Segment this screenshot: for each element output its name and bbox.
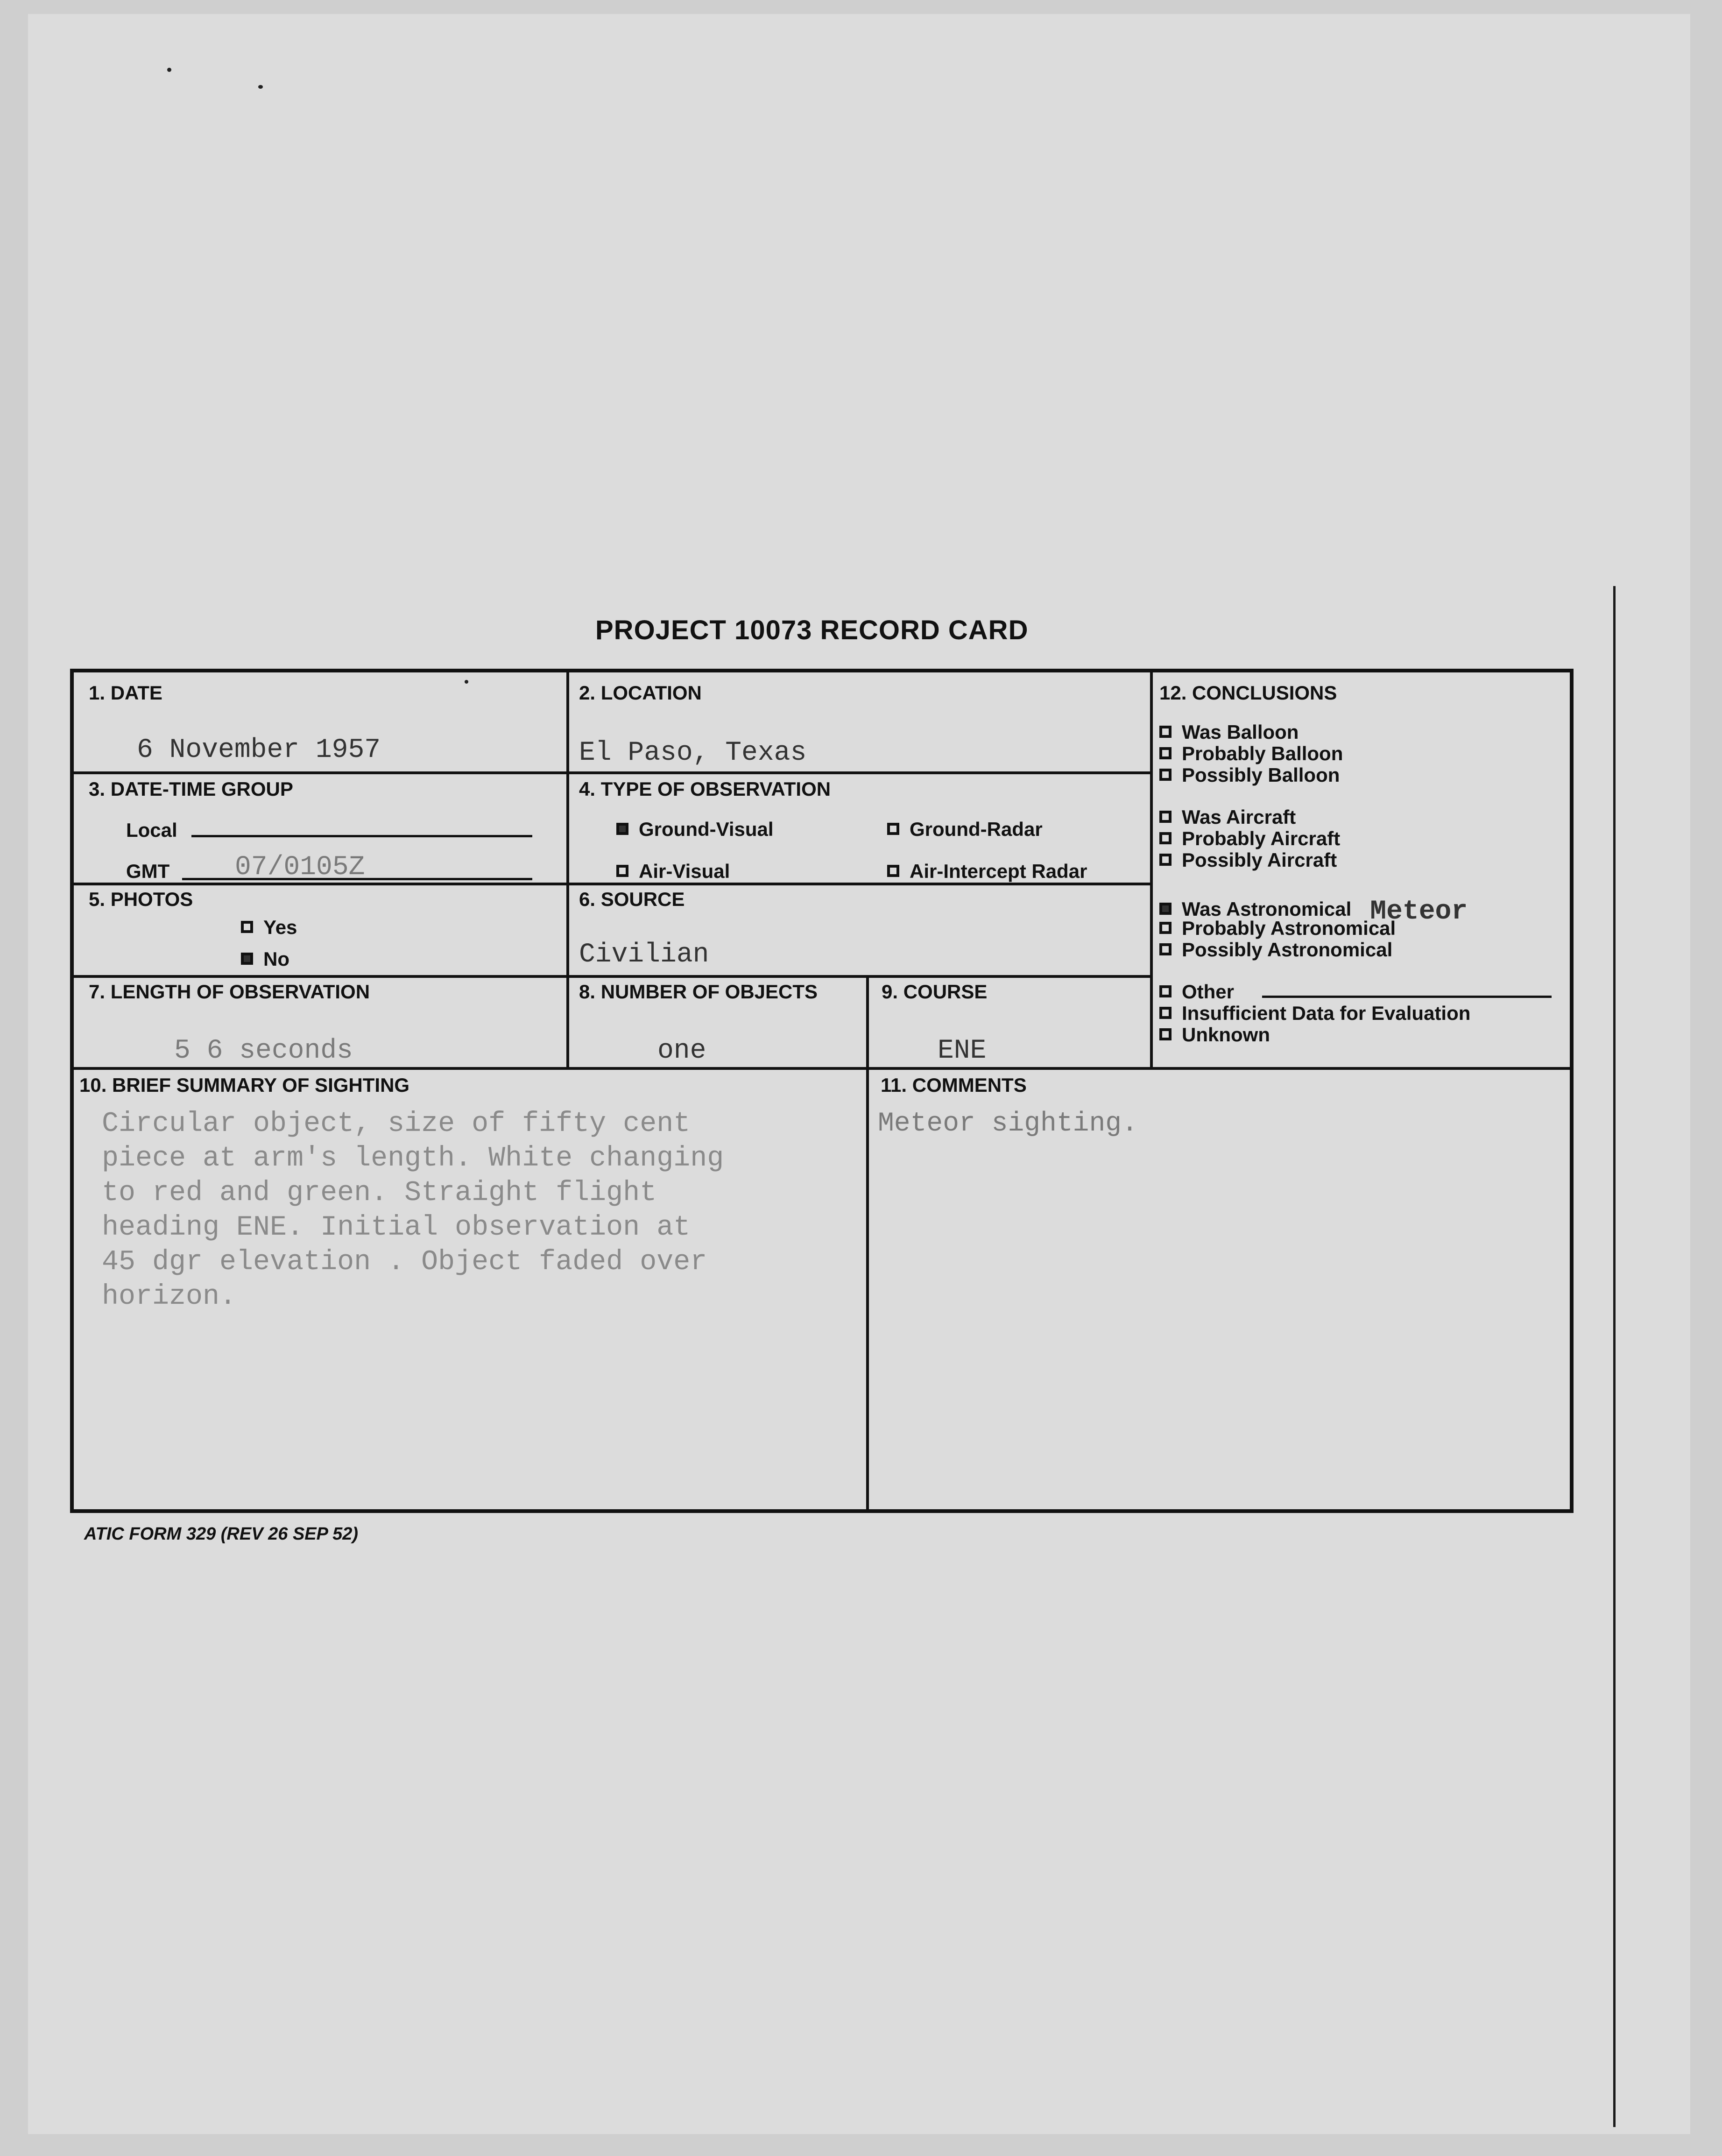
comments-value: Meteor sighting. [878,1109,1138,1139]
option-label: Was Astronomical [1182,898,1352,920]
option-label: Possibly Astronomical [1182,939,1393,961]
summary-line: 45 dgr elevation . Object faded over [102,1246,707,1278]
summary-line: heading ENE. Initial observation at [102,1212,691,1244]
summary-text [102,1107,724,1314]
checkbox[interactable] [1159,854,1172,866]
divider [74,975,1150,978]
length-label: 7. LENGTH OF OBSERVATION [89,981,370,1003]
divider [74,1067,1574,1070]
checkbox-checked[interactable] [616,823,628,835]
divider [866,975,869,1513]
conclusion-option[interactable] [1159,806,1296,828]
observation-option[interactable] [887,860,1087,883]
checkbox[interactable] [1159,1028,1172,1040]
option-label: Ground-Visual [639,818,774,840]
conclusion-annotation: Meteor [1370,897,1468,927]
conclusion-option[interactable] [1159,827,1340,850]
record-card [70,669,1574,1513]
conclusion-option[interactable] [1159,1002,1470,1025]
checkbox-checked[interactable] [241,953,253,965]
option-label: Insufficient Data for Evaluation [1182,1002,1471,1024]
observation-option[interactable] [616,860,730,883]
course-label: 9. COURSE [882,981,988,1003]
observation-option[interactable] [887,818,1043,841]
observation-option[interactable] [616,818,774,841]
option-label: No [263,948,289,970]
card-title: PROJECT 10073 RECORD CARD [595,615,1029,645]
scan-edge-line [1613,586,1616,2127]
form-number: ATIC FORM 329 (REV 26 SEP 52) [84,1524,359,1544]
conclusion-option[interactable] [1159,764,1340,786]
conclusion-option[interactable] [1159,721,1299,743]
type-of-observation-label: 4. TYPE OF OBSERVATION [579,778,831,800]
conclusion-option[interactable] [1159,939,1392,961]
divider [1150,672,1153,1068]
option-label: Ground-Radar [910,818,1043,840]
checkbox-checked[interactable] [1159,903,1172,915]
local-label: Local [126,819,177,841]
conclusion-option[interactable] [1159,742,1343,765]
checkbox[interactable] [241,921,253,933]
checkbox[interactable] [1159,922,1172,934]
summary-label: 10. BRIEF SUMMARY OF SIGHTING [79,1074,410,1096]
comments-label: 11. COMMENTS [881,1074,1027,1096]
number-of-objects-label: 8. NUMBER OF OBJECTS [579,981,818,1003]
conclusion-option[interactable] [1159,917,1396,940]
summary-line: horizon. [102,1281,237,1313]
divider [566,672,569,1068]
option-label: Was Aircraft [1182,806,1296,828]
divider [74,771,1150,774]
source-label: 6. SOURCE [579,888,685,910]
checkbox[interactable] [887,823,899,835]
checkbox[interactable] [616,865,628,877]
date-value: 6 November 1957 [137,735,381,765]
conclusion-option[interactable] [1159,849,1337,871]
source-value: Civilian [579,940,709,970]
checkbox[interactable] [1159,943,1172,955]
photos-label: 5. PHOTOS [89,888,193,910]
summary-line: to red and green. Straight flight [102,1177,657,1209]
other-underline [1262,996,1552,998]
option-label: Was Balloon [1182,721,1299,743]
checkbox[interactable] [1159,726,1172,738]
date-label: 1. DATE [89,682,162,704]
option-label: Air-Visual [639,860,730,882]
date-time-group-label: 3. DATE-TIME GROUP [89,778,293,800]
summary-line: Circular object, size of fifty cent [102,1108,691,1140]
location-value: El Paso, Texas [579,738,807,768]
local-underline [191,835,532,837]
conclusion-option[interactable] [1159,981,1234,1003]
gmt-label: GMT [126,860,170,882]
gmt-value: 07/0105Z [235,852,365,883]
checkbox[interactable] [1159,985,1172,997]
summary-line: piece at arm's length. White changing [102,1143,724,1174]
checkbox[interactable] [1159,747,1172,759]
location-label: 2. LOCATION [579,682,702,704]
conclusion-option[interactable] [1159,1024,1270,1046]
checkbox[interactable] [887,865,899,877]
option-label: Probably Aircraft [1182,827,1341,849]
option-label: Air-Intercept Radar [910,860,1087,882]
divider [74,883,1150,885]
photos-no-option[interactable] [241,948,289,970]
checkbox[interactable] [1159,769,1172,781]
option-label: Possibly Aircraft [1182,849,1337,871]
checkbox[interactable] [1159,811,1172,823]
photos-yes-option[interactable] [241,916,297,939]
course-value: ENE [938,1036,987,1066]
option-label: Other [1182,981,1235,1003]
scan-speck [258,85,263,89]
number-of-objects-value: one [657,1036,706,1066]
length-value: 5 6 seconds [174,1036,353,1066]
option-label: Probably Balloon [1182,742,1343,764]
conclusions-label: 12. CONCLUSIONS [1159,682,1337,704]
scan-speck [167,68,171,72]
option-label: Yes [263,916,297,938]
checkbox[interactable] [1159,832,1172,844]
option-label: Possibly Balloon [1182,764,1340,786]
checkbox[interactable] [1159,1007,1172,1019]
option-label: Unknown [1182,1024,1270,1046]
option-label: Probably Astronomical [1182,917,1396,939]
